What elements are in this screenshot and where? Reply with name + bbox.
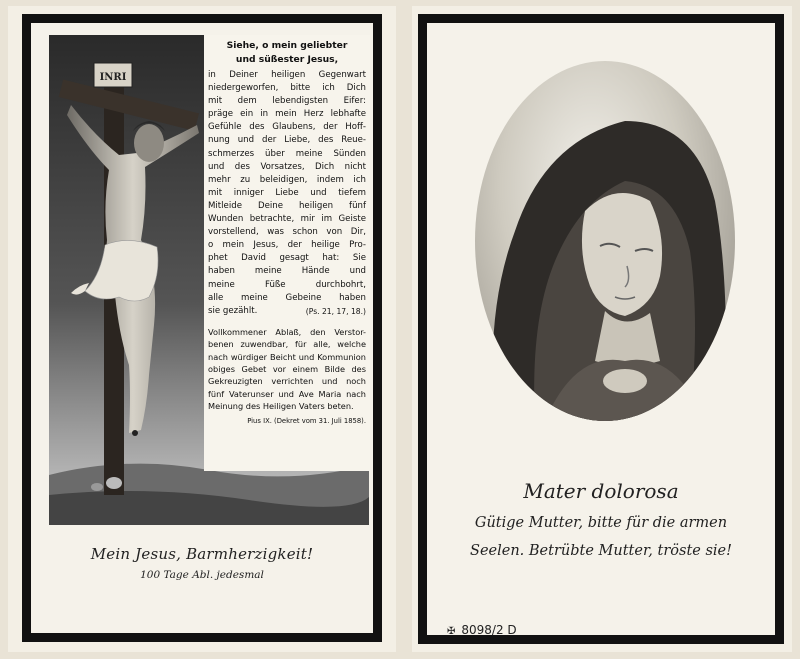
invocation-line: Seelen. Betrübte Mutter, tröste sie!: [470, 543, 732, 559]
prayer-final-text: sie gezählt.: [208, 305, 258, 316]
prayer-line: o mein Jesus, der heilige Pro-: [208, 240, 366, 251]
print-code: [447, 623, 517, 637]
prayer-line: mit dem lebendigsten Eifer:: [208, 96, 366, 107]
prayer-line: alle meine Gebeine haben: [208, 292, 366, 303]
prayer-line: präge ein in mein Herz lebhafte: [208, 109, 366, 120]
prayer-line: schmerzes über meine Sünden: [208, 148, 366, 159]
indulgence-line: Meinung des Heiligen Vaters beten.: [208, 401, 354, 412]
right-card-border: [418, 14, 784, 644]
indulgence-line: Vollkommener Ablaß, den Verstor-: [208, 326, 366, 337]
indulgence-days-text: 100 Tage Abl. jedesmal: [140, 569, 264, 581]
prayer-final-line: [208, 305, 366, 318]
mater-dolorosa-image: [475, 61, 735, 421]
inri-inscription: INRI: [99, 72, 127, 83]
prayer-title: [208, 39, 366, 67]
left-card: [8, 6, 396, 652]
prayer-line: vorstellend, was schon von Dir,: [208, 227, 366, 238]
prayer-line: meine Füße durchbohrt,: [208, 279, 366, 290]
cross-mark-icon: ✠: [447, 626, 456, 637]
prayer-text-box: [204, 35, 370, 471]
invocation-line: Gütige Mutter, bitte für die armen: [474, 515, 728, 531]
indulgence-line: nach würdiger Beicht und Kommunion: [208, 351, 366, 362]
prayer-line: und des Vorsatzes, Dich nicht: [208, 161, 366, 172]
prayer-line: haben meine Hände und: [208, 266, 366, 277]
right-card-inner: [427, 23, 775, 635]
prayer-title-line: und süßester Jesus,: [235, 54, 339, 65]
left-card-border: [22, 14, 382, 642]
prayer-line: phet David gesagt hat: Sie: [208, 253, 366, 264]
prayer-body: [208, 69, 366, 318]
right-card: [412, 6, 792, 652]
prayer-line: nung und der Liebe, des Reue-: [208, 135, 366, 146]
indulgence-text: [208, 326, 366, 413]
prayer-title-line: Siehe, o mein geliebter: [226, 40, 348, 51]
indulgence-line: obiges Gebet vor einem Bilde des: [208, 364, 366, 374]
decree-reference: Pius IX. (Dekret vom 31. Juli 1858).: [247, 416, 366, 425]
left-card-inner: [31, 23, 373, 633]
prayer-line: Wunden betrachte, mir im Geiste: [208, 214, 366, 225]
madonna-illustration: [475, 61, 735, 421]
ejaculation-text: Mein Jesus, Barmherzigkeit!: [90, 545, 314, 563]
psalm-reference: (Ps. 21, 17, 18.): [305, 306, 366, 316]
prayer-line: mit inniger Liebe und tiefem: [208, 187, 366, 198]
prayer-line: niedergeworfen, bitte ich Dich: [208, 83, 366, 94]
prayer-line: in Deiner heiligen Gegenwart: [208, 70, 366, 80]
print-code-number: 8098/2 D: [461, 623, 517, 637]
prayer-line: mehr zu beleidigen, indem ich: [208, 174, 366, 185]
indulgence-line: Gekreuzigten verrichten und noch: [208, 376, 366, 387]
image-title: Mater dolorosa: [523, 479, 679, 503]
indulgence-line: benen zuwendbar, für alle, welche: [208, 339, 366, 350]
prayer-line: Gefühle des Glaubens, der Hoff-: [208, 122, 366, 133]
indulgence-line: fünf Vaterunser und Ave Maria nach: [208, 388, 366, 399]
prayer-line: Mitleide Deine heiligen fünf: [208, 200, 366, 211]
